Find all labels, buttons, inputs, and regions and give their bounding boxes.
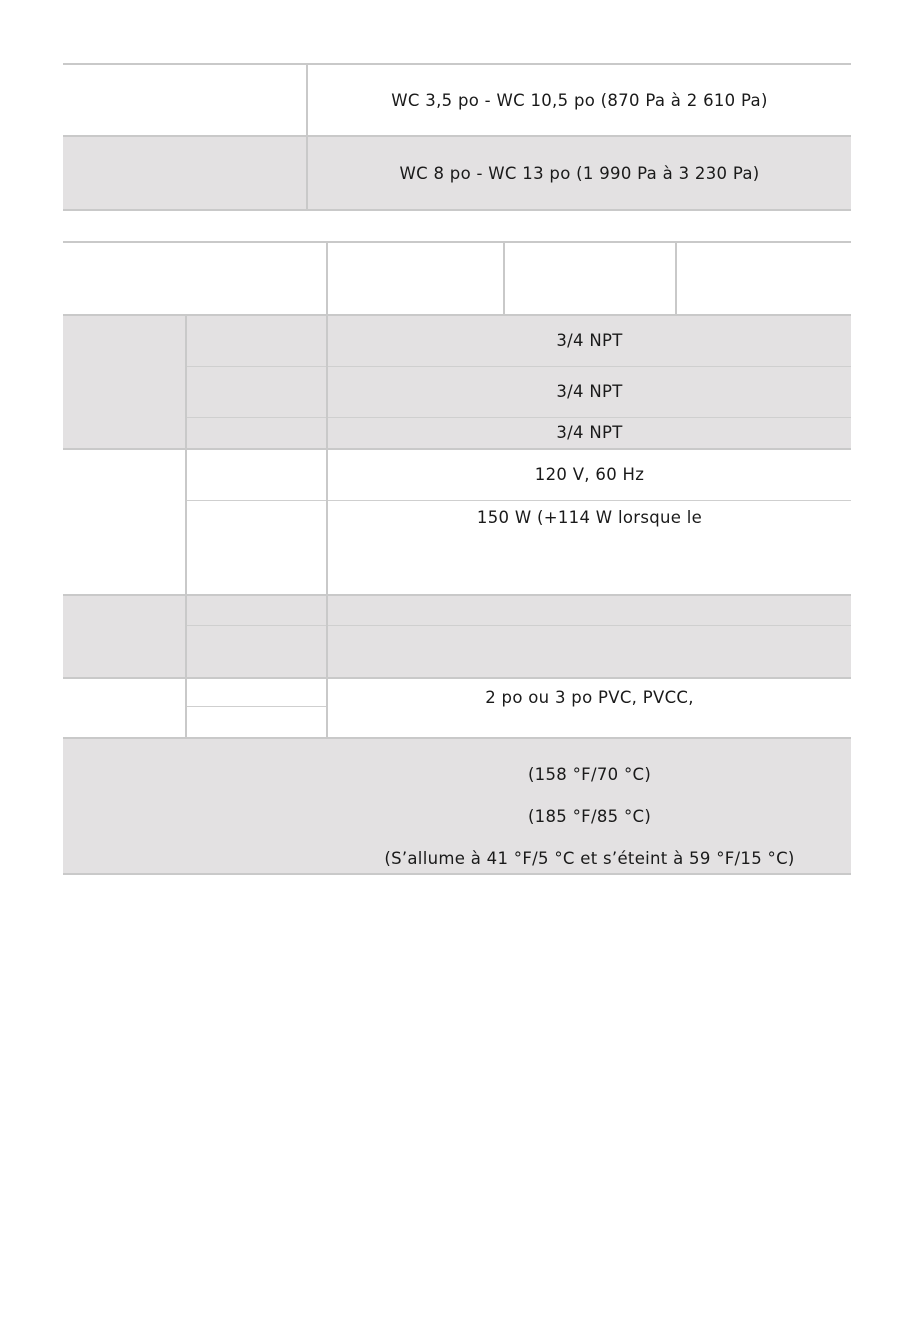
table-rule: [63, 63, 851, 65]
gas-pressure-value: WC 8 po - WC 13 po (1 990 Pa à 3 230 Pa): [399, 164, 760, 183]
column-divider: [185, 315, 187, 737]
table-rule: [63, 209, 851, 211]
gas-pressure-value: WC 3,5 po - WC 10,5 po (870 Pa à 2 610 Pa): [391, 91, 768, 110]
table-rule: [63, 135, 851, 137]
table-rule: [186, 417, 851, 418]
connection-value: 3/4 NPT: [556, 331, 623, 350]
table-rule: [186, 366, 851, 367]
column-divider: [675, 242, 677, 314]
table-rule: [186, 500, 851, 501]
table-rule: [63, 677, 851, 679]
table-rule: [63, 594, 851, 596]
power-supply-value: 120 V, 60 Hz: [534, 465, 645, 484]
table-rule: [63, 873, 851, 875]
connection-value: 3/4 NPT: [556, 382, 623, 401]
column-divider: [326, 242, 328, 314]
table-rule: [63, 737, 851, 739]
temperature-value: (185 °F/85 °C): [527, 807, 652, 826]
column-divider: [306, 64, 308, 210]
table-rule: [63, 241, 851, 243]
column-divider: [503, 242, 505, 314]
table-rule: [63, 314, 851, 316]
table-rule: [63, 448, 851, 450]
table-rule: [186, 706, 327, 707]
power-consumption-value: 150 W (+114 W lorsque le: [476, 508, 703, 527]
venting-value: 2 po ou 3 po PVC, PVCC,: [485, 688, 694, 707]
table-rule: [186, 625, 851, 626]
temperature-value: (158 °F/70 °C): [527, 765, 652, 784]
temperature-value: (S’allume à 41 °F/5 °C et s’éteint à 59 °F/15 °C): [384, 849, 795, 868]
table-row-shading: [63, 595, 851, 677]
connection-value: 3/4 NPT: [556, 423, 623, 442]
